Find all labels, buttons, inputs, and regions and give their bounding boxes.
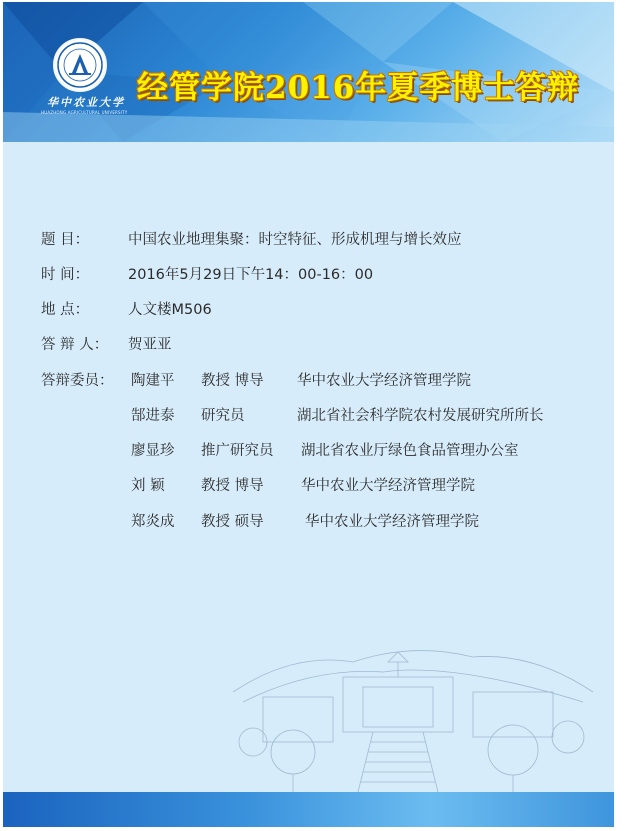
member-affiliation: 华中农业大学经济管理学院 (297, 373, 471, 389)
poster (3, 2, 614, 827)
member-affiliation: 华中农业大学经济管理学院 (301, 478, 475, 494)
member-affiliation: 湖北省社会科学院农村发展研究所所长 (297, 408, 544, 424)
member-affiliation: 华中农业大学经济管理学院 (305, 514, 479, 530)
member-name: 陶建平 (131, 373, 175, 389)
topic-value: 中国农业地理集聚：时空特征、形成机理与增长效应 (128, 232, 462, 248)
member-title: 研究员 (201, 408, 245, 424)
topic-label: 题 目： (41, 232, 90, 248)
member-title: 教授 硕导 (201, 514, 264, 530)
university-name-cn: 华中农业大学 (47, 96, 125, 109)
time-value: 2016年5月29日下午14：00-16：00 (128, 267, 374, 283)
member-name: 刘 颖 (131, 478, 165, 494)
member-title: 推广研究员 (201, 443, 274, 459)
place-value: 人文楼M506 (128, 302, 212, 318)
page-title: 经管学院2016年夏季博士答辩 (137, 70, 580, 106)
member-name: 廖显珍 (131, 443, 175, 459)
member-affiliation: 湖北省农业厅绿色食品管理办公室 (301, 443, 519, 459)
committee-label: 答辩委员： (41, 373, 114, 389)
defender-value: 贺亚亚 (128, 337, 172, 353)
place-label: 地 点： (41, 302, 90, 318)
defender-label: 答 辩 人： (41, 337, 109, 353)
university-name-en: HUAZHONG AGRICULTURAL UNIVERSITY (41, 110, 128, 115)
member-name: 郑炎成 (131, 514, 175, 530)
member-title: 教授 博导 (201, 373, 264, 389)
member-title: 教授 博导 (201, 478, 264, 494)
defense-details (3, 2, 614, 827)
member-name: 郜进泰 (131, 408, 175, 424)
time-label: 时 间： (41, 267, 90, 283)
